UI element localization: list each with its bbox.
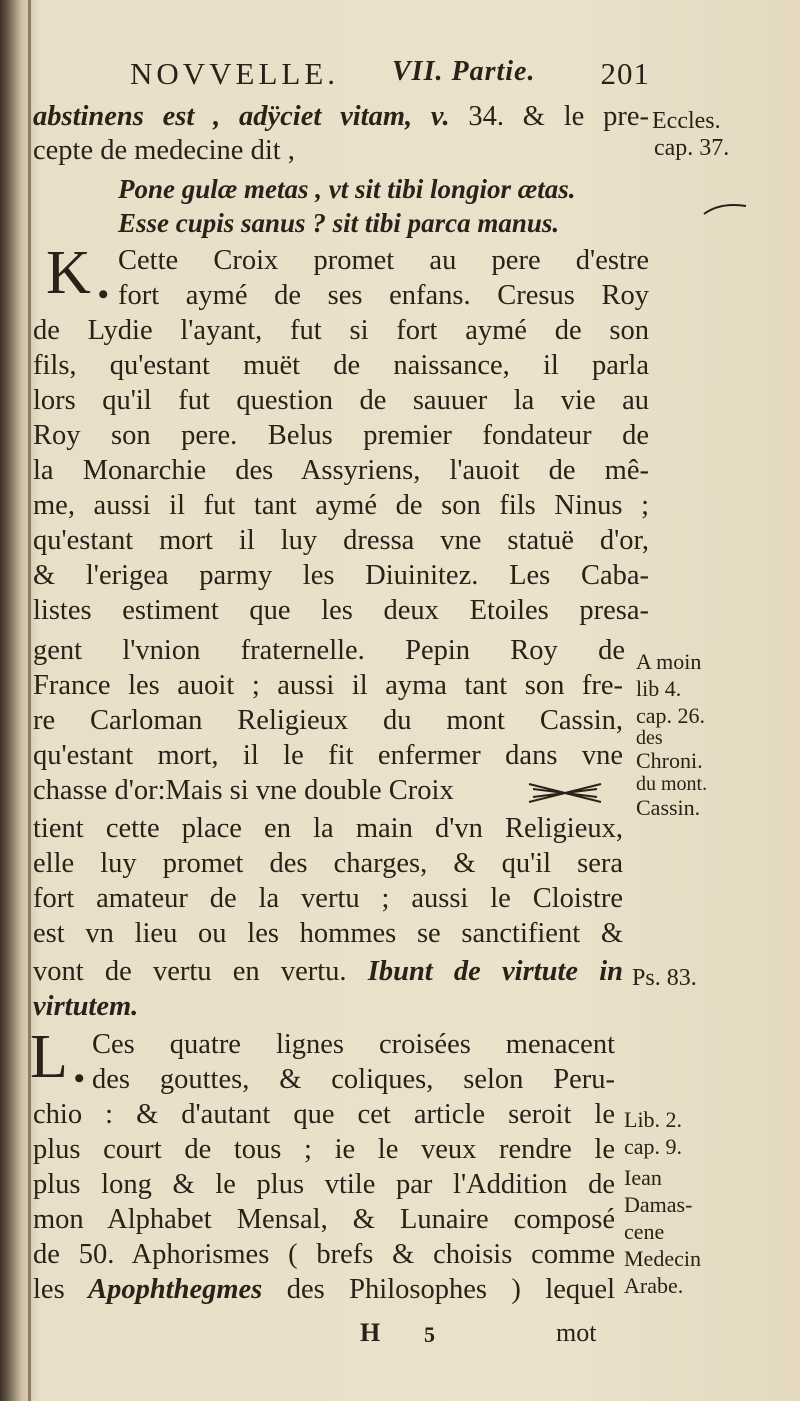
text-line: Cette Croix promet au pere d'estre (118, 245, 649, 276)
text-line: Roy son pere. Belus premier fondateur de (33, 420, 649, 451)
text-line: lors qu'il fut question de sauuer la vie au (33, 385, 649, 416)
margin-note-aimoin: A moin lib 4. cap. 26. des Chroni. du mont. Cassin. (636, 649, 708, 820)
margin-note-ps: Ps. 83. (632, 965, 697, 991)
text-line: la Monarchie des Assyriens, l'auoit de mê- (33, 455, 649, 486)
text-line: mon Alphabet Mensal, & Lunaire composé (33, 1204, 615, 1235)
text-line: & l'erigea parmy les Diuinitez. Les Caba- (33, 560, 649, 591)
text-line: fort amateur de la vertu ; aussi le Cloistre (33, 883, 623, 914)
text-line: listes estiment que les deux Etoiles presa- (33, 595, 649, 626)
initial-dot: • (74, 1062, 85, 1095)
margin-note-eccles: Eccles. cap. 37. (652, 108, 730, 161)
header-part: VII. Partie. (392, 56, 536, 87)
initial-l: L (30, 1023, 68, 1091)
text-line: est vn lieu ou les hommes se sanctifient & (33, 918, 623, 949)
latin-verse-line: Pone gulæ metas , vt sit tibi longior ætas. (118, 174, 576, 204)
text-line: de 50. Aphorismes ( brefs & choisis comme (33, 1239, 615, 1270)
initial-dot: • (98, 278, 109, 311)
text-line: qu'estant mort, il le fit enfermer dans vne (33, 740, 623, 771)
text-line: gent l'vnion fraternelle. Pepin Roy de (33, 635, 625, 666)
text-line: France les auoit ; aussi il ayma tant son fre- (33, 670, 623, 701)
binding-gutter (28, 0, 31, 1401)
text-line: plus court de tous ; ie le veux rendre le (33, 1134, 615, 1165)
text-line: les Apophthegmes des Philosophes ) lequel (33, 1274, 615, 1305)
text-line: me, aussi il fut tant aymé de son fils Ninus ; (33, 490, 649, 521)
text-line: de Lydie l'ayant, fut si fort aymé de son (33, 315, 649, 346)
running-header (130, 56, 650, 96)
text-line: fils, qu'estant muët de naissance, il parla (33, 350, 649, 381)
text-line: re Carloman Religieux du mont Cassin, (33, 705, 623, 736)
text-line: elle luy promet des charges, & qu'il sera (33, 848, 623, 879)
catchword: mot (556, 1318, 597, 1347)
text-line: cepte de medecine dit , (33, 135, 295, 166)
text-line: tient cette place en la main d'vn Religieux, (33, 813, 623, 844)
page-number: 201 (600, 56, 650, 91)
header-title: NOVVELLE. (130, 56, 340, 91)
text-line: chio : & d'autant que cet article seroit le (33, 1099, 615, 1130)
text-line: fort aymé de ses enfans. Cresus Roy (118, 280, 649, 311)
text-line: plus long & le plus vtile par l'Addition de (33, 1169, 615, 1200)
text-line: qu'estant mort il luy dressa vne statuë d'or, (33, 525, 649, 556)
text-line: Ces quatre lignes croisées menacent (92, 1029, 615, 1060)
text-line: virtutem. (33, 991, 139, 1022)
initial-k: K (46, 239, 91, 307)
text-line: des gouttes, & coliques, selon Peru- (92, 1064, 615, 1095)
latin-verse-line: Esse cupis sanus ? sit tibi parca manus. (118, 208, 560, 238)
flourish-icon (700, 198, 750, 218)
text-line: abstinens est , adÿciet vitam, v. 34. & le pre- (33, 101, 649, 132)
text-line: chasse d'or:Mais si vne double Croix (33, 775, 454, 806)
text-line: vont de vertu en vertu. Ibunt de virtute in (33, 956, 623, 987)
signature-line (360, 1318, 620, 1358)
signature-mark: H (360, 1318, 381, 1347)
double-cross-icon (525, 778, 605, 808)
signature-number: 5 (424, 1322, 435, 1347)
margin-note-ioan: Lib. 2. cap. 9. Iean Damas- cene Medecin Arabe. (624, 1107, 701, 1298)
